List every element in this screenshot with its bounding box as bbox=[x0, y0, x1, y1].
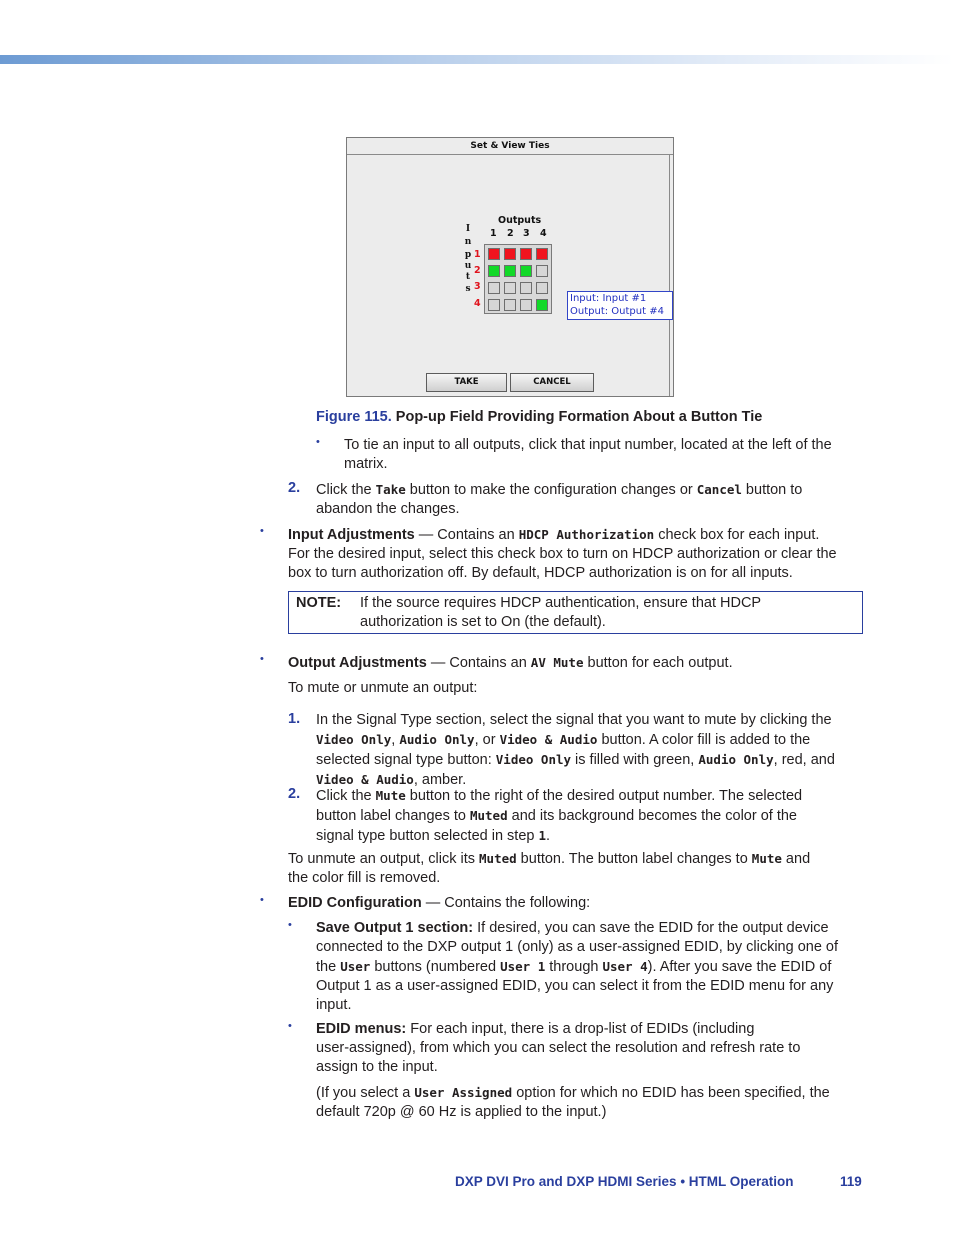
tie-button[interactable] bbox=[488, 299, 500, 311]
text-line: Click the Take button to make the configuration changes or Cancel button to bbox=[316, 482, 803, 498]
mute-step2-text bbox=[316, 786, 802, 846]
unmute-text bbox=[288, 849, 810, 888]
mute-step1-text bbox=[316, 711, 835, 790]
take-code: Take bbox=[375, 482, 406, 497]
tie-button[interactable] bbox=[504, 299, 516, 311]
tie-button[interactable] bbox=[504, 265, 516, 277]
bullet-icon: • bbox=[260, 525, 264, 537]
tie-button[interactable] bbox=[488, 248, 500, 260]
figure-caption bbox=[316, 409, 762, 425]
text-line: connected to the DXP output 1 (only) as a user-assigned EDID, by clicking one of bbox=[316, 939, 839, 955]
note-label: NOTE: bbox=[296, 595, 342, 611]
tooltip-input: Input: Input #1 bbox=[570, 293, 647, 304]
text-line: Video Only, Audio Only, or Video & Audio button. A color fill is added to the bbox=[316, 732, 811, 748]
input-adjustments-text bbox=[288, 525, 837, 583]
step2-text bbox=[316, 480, 802, 519]
edid-menus-text bbox=[316, 1020, 800, 1077]
note-box bbox=[288, 591, 863, 634]
note-text bbox=[360, 594, 761, 632]
bullet-icon: • bbox=[316, 436, 320, 448]
tie-button[interactable] bbox=[504, 248, 516, 260]
bullet-icon: • bbox=[260, 653, 264, 665]
output-adjustments-text: Output Adjustments — Contains an AV Mute button for each output. bbox=[288, 655, 733, 671]
av-mute-code: AV Mute bbox=[530, 655, 584, 670]
cancel-button[interactable]: CANCEL bbox=[510, 373, 594, 392]
window-title: Set & View Ties bbox=[347, 138, 673, 155]
tie-info-tooltip bbox=[567, 291, 673, 320]
text-line: authorization is set to On (the default). bbox=[360, 614, 606, 630]
text-line: To tie an input to all outputs, click that input number, located at the left of the bbox=[344, 437, 832, 453]
text-line: matrix. bbox=[344, 456, 388, 472]
text-line: Input Adjustments — Contains an HDCP Authorization check box for each input. bbox=[288, 527, 820, 543]
step-number: 2. bbox=[288, 480, 301, 496]
footer-title: DXP DVI Pro and DXP HDMI Series • HTML Operation bbox=[455, 1174, 794, 1189]
cancel-code: Cancel bbox=[696, 482, 742, 497]
text-line: signal type button selected in step 1. bbox=[316, 828, 551, 844]
text-line: EDID menus: For each input, there is a drop-list of EDIDs (including bbox=[316, 1021, 755, 1037]
hdcp-code: HDCP Authorization bbox=[518, 527, 655, 542]
tie-button[interactable] bbox=[504, 282, 516, 294]
text-line: If the source requires HDCP authentication, ensure that HDCP bbox=[360, 595, 762, 611]
output-number-2: 2 bbox=[507, 228, 514, 239]
set-view-ties-window bbox=[346, 137, 674, 397]
text-line: Video & Audio, amber. bbox=[316, 772, 467, 788]
section-title: EDID Configuration bbox=[288, 895, 422, 911]
output-number-3: 3 bbox=[523, 228, 530, 239]
input-number-2[interactable]: 2 bbox=[474, 265, 481, 276]
text-line: input. bbox=[316, 997, 352, 1013]
text-line: default 720p @ 60 Hz is applied to the input.) bbox=[316, 1104, 607, 1120]
output-number-4: 4 bbox=[540, 228, 547, 239]
save-output-text bbox=[316, 919, 838, 1015]
text-line: Save Output 1 section: If desired, you can save the EDID for the output device bbox=[316, 920, 829, 936]
tie-button[interactable] bbox=[536, 299, 548, 311]
tie-button[interactable] bbox=[536, 248, 548, 260]
inputs-letter: p bbox=[464, 250, 472, 260]
step-number: 2. bbox=[288, 786, 301, 802]
tie-button[interactable] bbox=[520, 282, 532, 294]
text-line: (If you select a User Assigned option for which no EDID has been specified, the bbox=[316, 1085, 830, 1101]
inputs-letter: u bbox=[464, 261, 472, 271]
outputs-label: Outputs bbox=[498, 215, 542, 226]
tie-button[interactable] bbox=[488, 265, 500, 277]
text-line: To unmute an output, click its Muted button. The button label changes to Mute and bbox=[288, 851, 811, 867]
header-accent-bar bbox=[0, 55, 954, 64]
tie-bullet-text bbox=[344, 436, 832, 474]
window-inner-border bbox=[669, 154, 670, 396]
tie-button[interactable] bbox=[520, 299, 532, 311]
figure-title: Pop-up Field Providing Formation About a Button Tie bbox=[395, 409, 763, 425]
text-line: the User buttons (numbered User 1 through User 4). After you save the EDID of bbox=[316, 959, 832, 975]
mute-intro: To mute or unmute an output: bbox=[288, 680, 478, 696]
text-line: In the Signal Type section, select the signal that you want to mute by clicking the bbox=[316, 712, 832, 728]
user-assigned-note bbox=[316, 1083, 830, 1122]
section-title: Output Adjustments bbox=[288, 655, 427, 671]
tie-button[interactable] bbox=[520, 248, 532, 260]
text-line: button label changes to Muted and its background becomes the color of the bbox=[316, 808, 797, 824]
text-line: For the desired input, select this check box to turn on HDCP authorization or clear the bbox=[288, 546, 837, 562]
edid-config-text: EDID Configuration — Contains the following: bbox=[288, 895, 591, 911]
text-line: assign to the input. bbox=[316, 1059, 438, 1075]
inputs-letter: n bbox=[464, 237, 472, 247]
figure-number: Figure 115. bbox=[316, 409, 392, 425]
text-line: selected signal type button: Video Only is filled with green, Audio Only, red, and bbox=[316, 752, 835, 768]
tie-button[interactable] bbox=[536, 282, 548, 294]
inputs-letter: I bbox=[465, 224, 471, 234]
text-line: Click the Mute button to the right of the desired output number. The selected bbox=[316, 788, 803, 804]
bullet-icon: • bbox=[288, 1020, 292, 1032]
tie-button[interactable] bbox=[488, 282, 500, 294]
inputs-letter: t bbox=[465, 272, 471, 282]
text-line: user-assigned), from which you can select the resolution and refresh rate to bbox=[316, 1040, 801, 1056]
tie-matrix bbox=[484, 244, 552, 314]
take-button[interactable]: TAKE bbox=[426, 373, 507, 392]
bullet-icon: • bbox=[288, 919, 292, 931]
tooltip-output: Output: Output #4 bbox=[570, 306, 664, 317]
bullet-icon: • bbox=[260, 894, 264, 906]
inputs-letter: s bbox=[465, 284, 471, 294]
tie-button[interactable] bbox=[536, 265, 548, 277]
text-line: the color fill is removed. bbox=[288, 870, 441, 886]
input-number-4[interactable]: 4 bbox=[474, 298, 481, 309]
page-number: 119 bbox=[840, 1174, 862, 1189]
step-number: 1. bbox=[288, 711, 301, 727]
text-line: Output 1 as a user-assigned EDID, you can select it from the EDID menu for any bbox=[316, 978, 834, 994]
tie-button[interactable] bbox=[520, 265, 532, 277]
section-title: Input Adjustments bbox=[288, 527, 415, 543]
output-number-1: 1 bbox=[490, 228, 497, 239]
input-number-3[interactable]: 3 bbox=[474, 281, 481, 292]
text-line: abandon the changes. bbox=[316, 501, 460, 517]
text-line: box to turn authorization off. By default, HDCP authorization is on for all inputs. bbox=[288, 565, 793, 581]
input-number-1[interactable]: 1 bbox=[474, 249, 481, 260]
